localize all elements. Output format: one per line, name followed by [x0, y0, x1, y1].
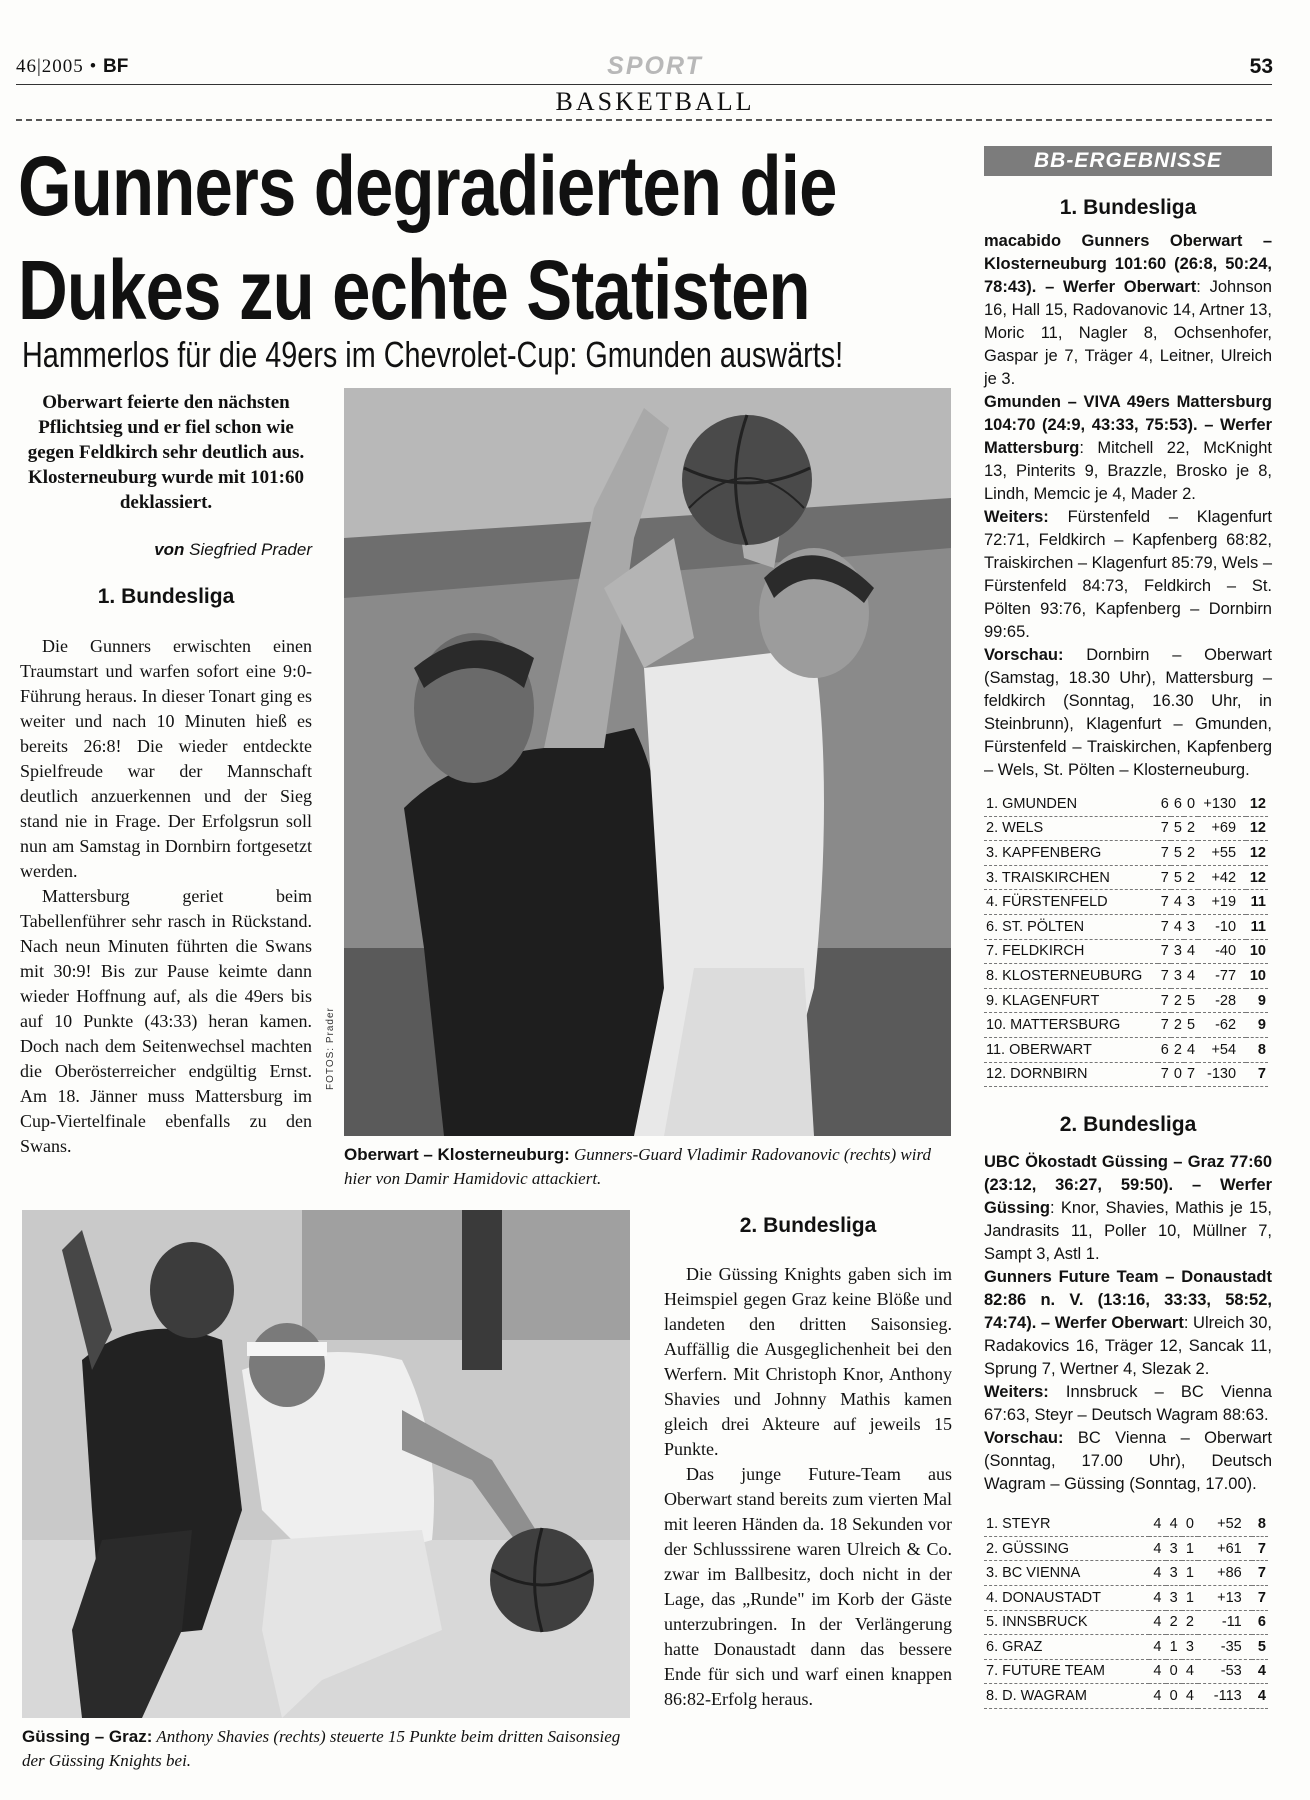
subheadline: Hammerlos für die 49ers im Chevrolet-Cup: Gmunden auswärts!	[22, 334, 844, 375]
headline-line-2: Dukes zu echte Statisten	[18, 243, 810, 337]
point-difference: +54	[1198, 1037, 1247, 1062]
team-name: 8. KLOSTERNEUBURG	[984, 964, 1158, 989]
points: 12	[1246, 841, 1268, 866]
photo-credit: FOTOS: Prader	[325, 1007, 336, 1090]
losses: 4	[1182, 1659, 1198, 1684]
points: 9	[1246, 988, 1268, 1013]
subsection-title: BASKETBALL	[555, 87, 755, 116]
standings-row	[984, 1013, 1268, 1038]
team-name: 7. FELDKIRCH	[984, 939, 1158, 964]
point-difference: -53	[1198, 1659, 1252, 1684]
games-played: 6	[1158, 792, 1171, 816]
points: 8	[1252, 1512, 1268, 1536]
team-name: 7. FUTURE TEAM	[984, 1659, 1149, 1684]
wins: 5	[1171, 816, 1184, 841]
losses: 1	[1182, 1585, 1198, 1610]
other-results-label: Weiters:	[984, 508, 1049, 526]
preview-text: BC Vienna – Oberwart (Sonntag, 17.00 Uhr), Deutsch Wagram – Güssing (Sonntag, 17.00).	[984, 1429, 1272, 1494]
team-name: 4. FÜRSTENFELD	[984, 890, 1158, 915]
standings-row	[984, 841, 1268, 866]
wins: 3	[1166, 1561, 1182, 1586]
point-difference: -130	[1198, 1062, 1247, 1087]
standings-row	[984, 865, 1268, 890]
standings-row	[984, 1635, 1268, 1660]
results-heading-bundesliga-2: 2. Bundesliga	[1059, 1113, 1197, 1137]
caption-label: Güssing – Graz:	[22, 1727, 153, 1746]
standings-row	[984, 1659, 1268, 1684]
game-scorers: : Johnson 16, Hall 15, Radovanovic 14, Artner 13, Moric 11, Nagler 8, Ochsenhofer, Gaspar je 7, Träger 4, Leitner, Ulreich je 3.	[984, 278, 1272, 388]
losses: 4	[1184, 964, 1197, 989]
basketball-players-illustration-2	[22, 1210, 630, 1718]
other-results-label: Weiters:	[984, 1383, 1049, 1402]
games-played: 7	[1158, 841, 1171, 866]
games-played: 7	[1158, 865, 1171, 890]
point-difference: +61	[1198, 1536, 1252, 1561]
points: 7	[1252, 1561, 1268, 1586]
point-difference: -11	[1198, 1610, 1252, 1635]
losses: 1	[1182, 1536, 1198, 1561]
wins: 2	[1171, 1013, 1184, 1038]
team-name: 5. INNSBRUCK	[984, 1610, 1149, 1635]
losses: 4	[1182, 1684, 1198, 1709]
photo-guessing-graz	[22, 1210, 630, 1718]
body-paragraph: Die Güssing Knights gaben sich im Heimspiel gegen Graz keine Blöße und landeten den dritten Saisonsieg. Auffällig die Ausgeglichenheit bei den Werfern. Mit Christoph Knor, Anthony Shavies und Johnny Mathis kamen gleich drei Akteure auf jeweils 15 Punkte.	[664, 1264, 952, 1459]
team-name: 8. D. WAGRAM	[984, 1684, 1149, 1709]
publication-name: BF	[102, 56, 129, 77]
standings-row	[984, 890, 1268, 915]
wins: 2	[1171, 1037, 1184, 1062]
point-difference: -40	[1198, 939, 1247, 964]
wins: 4	[1171, 890, 1184, 915]
body-paragraph: Das junge Future-Team aus Oberwart stand bereits zum vierten Mal mit leeren Händen da. 18 Sekunden vor der Schlusssirene waren Ulreich & Co. zwar im Ballbesitz, doch nicht in der Lage, das „Runde" im Korb der Gäste unterzubringen. In der Verlängerung hatte Donaustadt dann das bessere Ende für sich und warf einen knappen 86:82-Erfolg heraus.	[664, 1464, 952, 1709]
team-name: 2. WELS	[984, 816, 1158, 841]
losses: 2	[1184, 841, 1197, 866]
section-title: SPORT	[607, 52, 703, 80]
points: 7	[1252, 1585, 1268, 1610]
wins: 2	[1171, 988, 1184, 1013]
point-difference: -10	[1198, 914, 1247, 939]
standings-row	[984, 1037, 1268, 1062]
section-heading-bundesliga-2: 2. Bundesliga	[739, 1214, 877, 1237]
standings-row	[984, 1536, 1268, 1561]
standings-row	[984, 939, 1268, 964]
wins: 0	[1171, 1062, 1184, 1087]
point-difference: +19	[1198, 890, 1247, 915]
losses: 0	[1182, 1512, 1198, 1536]
standings-row	[984, 1062, 1268, 1087]
points: 6	[1252, 1610, 1268, 1635]
games-played: 4	[1149, 1684, 1165, 1709]
points: 7	[1252, 1536, 1268, 1561]
games-played: 6	[1158, 1037, 1171, 1062]
point-difference: +42	[1198, 865, 1247, 890]
photo-oberwart-klosterneuburg	[344, 388, 951, 1136]
losses: 1	[1182, 1561, 1198, 1586]
team-name: 2. GÜSSING	[984, 1536, 1149, 1561]
standings-row	[984, 816, 1268, 841]
standings-row	[984, 792, 1268, 816]
losses: 2	[1182, 1610, 1198, 1635]
point-difference: +130	[1198, 792, 1247, 816]
results-heading-bundesliga-1: 1. Bundesliga	[1059, 196, 1197, 219]
points: 8	[1246, 1037, 1268, 1062]
wins: 4	[1166, 1512, 1182, 1536]
body-paragraph: Die Gunners erwischten einen Traumstart und warfen sofort eine 9:0-Führung heraus. In dieser Tonart ging es weiter und nach 10 Minuten hieß es bereits 26:8! Die wieder entdeckte Spielfreude war der Mannschaft deutlich anzuerkennen und der Sieg stand nie in Frage. Der Erfolgsrun soll nun am Samstag in Dornbirn fortgesetzt werden.	[20, 636, 312, 881]
points: 11	[1246, 890, 1268, 915]
wins: 1	[1166, 1635, 1182, 1660]
wins: 3	[1171, 939, 1184, 964]
standings-table-bundesliga-2	[984, 1512, 1268, 1709]
standings-row	[984, 988, 1268, 1013]
losses: 3	[1184, 914, 1197, 939]
point-difference: -113	[1198, 1684, 1252, 1709]
games-played: 7	[1158, 964, 1171, 989]
points: 11	[1246, 914, 1268, 939]
game-result-bold: UBC Ökostadt Güssing – Graz 77:60 (23:12, 36:27, 59:50). – Werfer Güssing	[984, 1153, 1272, 1218]
game-result-bold: macabido Gunners Oberwart – Klosterneuburg 101:60 (26:8, 50:24, 78:43). – Werfer Oberwart	[984, 232, 1272, 296]
preview-label: Vorschau:	[984, 646, 1064, 664]
wins: 3	[1171, 964, 1184, 989]
wins: 4	[1171, 914, 1184, 939]
caption-text: Gunners-Guard Vladimir Radovanovic (rechts) wird hier von Damir Hamidovic attackiert.	[344, 1145, 931, 1188]
team-name: 3. BC VIENNA	[984, 1561, 1149, 1586]
caption-text: Anthony Shavies (rechts) steuerte 15 Punkte beim dritten Saisonsieg der Güssing Knights bei.	[22, 1727, 621, 1770]
team-name: 12. DORNBIRN	[984, 1062, 1158, 1087]
results-text-bundesliga-1	[984, 230, 1272, 782]
point-difference: +69	[1198, 816, 1247, 841]
wins: 5	[1171, 841, 1184, 866]
games-played: 4	[1149, 1635, 1165, 1660]
team-name: 3. TRAISKIRCHEN	[984, 865, 1158, 890]
points: 12	[1246, 792, 1268, 816]
body-paragraph: Mattersburg geriet beim Tabellenführer sehr rasch in Rückstand. Nach neun Minuten führten die Swans mit 30:9! Bis zur Pause keimte dann wieder Hoffnung auf, als die 49ers bis auf 10 Punkte (43:33) heran kamen. Doch nach dem Seitenwechsel machten die Oberösterreicher endgültig Ernst. Am 18. Jänner muss Mattersburg im Cup-Viertelfinale ebenfalls zu den Swans.	[20, 886, 312, 1156]
wins: 3	[1166, 1585, 1182, 1610]
points: 12	[1246, 865, 1268, 890]
point-difference: -77	[1198, 964, 1247, 989]
losses: 5	[1184, 1013, 1197, 1038]
losses: 0	[1184, 792, 1197, 816]
losses: 2	[1184, 816, 1197, 841]
games-played: 4	[1149, 1585, 1165, 1610]
wins: 3	[1166, 1536, 1182, 1561]
points: 4	[1252, 1684, 1268, 1709]
team-name: 1. GMUNDEN	[984, 792, 1158, 816]
games-played: 4	[1149, 1659, 1165, 1684]
point-difference: -35	[1198, 1635, 1252, 1660]
photo-caption-1	[344, 1143, 954, 1191]
losses: 4	[1184, 939, 1197, 964]
losses: 3	[1182, 1635, 1198, 1660]
headline-line-1: Gunners degradierten die	[18, 139, 837, 233]
byline-prefix: von	[154, 540, 185, 559]
games-played: 7	[1158, 939, 1171, 964]
points: 9	[1246, 1013, 1268, 1038]
games-played: 7	[1158, 988, 1171, 1013]
games-played: 4	[1149, 1561, 1165, 1586]
losses: 4	[1184, 1037, 1197, 1062]
standings-row	[984, 1585, 1268, 1610]
wins: 5	[1171, 865, 1184, 890]
team-name: 1. STEYR	[984, 1512, 1149, 1536]
team-name: 9. KLAGENFURT	[984, 988, 1158, 1013]
team-name: 4. DONAUSTADT	[984, 1585, 1149, 1610]
losses: 2	[1184, 865, 1197, 890]
losses: 7	[1184, 1062, 1197, 1087]
standings-row	[984, 964, 1268, 989]
byline	[20, 540, 312, 560]
standings-row	[984, 1684, 1268, 1709]
wins: 0	[1166, 1659, 1182, 1684]
points: 7	[1246, 1062, 1268, 1087]
game-scorers: : Ulreich 30, Radakovics 16, Träger 12, Sancak 11, Sprung 7, Wertner 4, Slezak 2.	[984, 1314, 1272, 1379]
game-scorers: : Knor, Shavies, Mathis je 15, Jandrasits 11, Poller 10, Müllner 7, Sampt 3, Astl 1.	[984, 1199, 1272, 1264]
basketball-players-illustration	[344, 388, 951, 1136]
points: 5	[1252, 1635, 1268, 1660]
results-sidebar	[984, 146, 1272, 1709]
game-result-bold: Gunners Future Team – Donaustadt 82:86 n. V. (13:16, 33:33, 58:52, 74:74). – Werfer Oberwart	[984, 1268, 1272, 1333]
point-difference: +86	[1198, 1561, 1252, 1586]
points: 12	[1246, 816, 1268, 841]
team-name: 11. OBERWART	[984, 1037, 1158, 1062]
standings-row	[984, 1610, 1268, 1635]
losses: 3	[1184, 890, 1197, 915]
games-played: 7	[1158, 914, 1171, 939]
points: 4	[1252, 1659, 1268, 1684]
games-played: 4	[1149, 1610, 1165, 1635]
games-played: 7	[1158, 890, 1171, 915]
standings-table-bundesliga-1	[984, 792, 1268, 1087]
team-name: 6. GRAZ	[984, 1635, 1149, 1660]
points: 10	[1246, 964, 1268, 989]
point-difference: +52	[1198, 1512, 1252, 1536]
points: 10	[1246, 939, 1268, 964]
losses: 5	[1184, 988, 1197, 1013]
point-difference: -62	[1198, 1013, 1247, 1038]
games-played: 4	[1149, 1512, 1165, 1536]
game-result-bold: Gmunden – VIVA 49ers Mattersburg 104:70 (24:9, 43:33, 75:53). – Werfer Mattersburg	[984, 393, 1272, 457]
standings-row	[984, 1561, 1268, 1586]
preview-text: Dornbirn – Oberwart (Samstag, 18.30 Uhr), Mattersburg – feldkirch (Sonntag, 16.30 Uhr, in Steinbrunn), Klagenfurt – Gmunden, Fürstenfeld – Traiskirchen, Kapfenberg – Wels, St. Pölten – Klosterneuburg.	[984, 646, 1272, 779]
team-name: 3. KAPFENBERG	[984, 841, 1158, 866]
bullet: •	[89, 56, 98, 77]
point-difference: +13	[1198, 1585, 1252, 1610]
lead-paragraph: Oberwart feierte den nächsten Pflichtsieg und er fiel schon wie gegen Feldkirch sehr deutlich aus. Klosterneuburg wurde mit 101:60 deklassiert.	[27, 392, 305, 513]
wins: 6	[1171, 792, 1184, 816]
other-results: Innsbruck – BC Vienna 67:63, Steyr – Deutsch Wagram 88:63.	[984, 1383, 1272, 1425]
games-played: 7	[1158, 816, 1171, 841]
standings-row	[984, 914, 1268, 939]
point-difference: -28	[1198, 988, 1247, 1013]
article-body-2	[664, 1262, 952, 1712]
team-name: 6. ST. PÖLTEN	[984, 914, 1158, 939]
results-text-bundesliga-2	[984, 1151, 1272, 1496]
results-banner: BB-ERGEBNISSE	[984, 146, 1272, 176]
team-name: 10. MATTERSBURG	[984, 1013, 1158, 1038]
games-played: 4	[1149, 1536, 1165, 1561]
games-played: 7	[1158, 1013, 1171, 1038]
wins: 0	[1166, 1684, 1182, 1709]
page-number: 53	[1249, 55, 1273, 78]
point-difference: +55	[1198, 841, 1247, 866]
games-played: 7	[1158, 1062, 1171, 1087]
article-body-1	[20, 634, 312, 1159]
game-scorers: : Mitchell 22, McKnight 13, Pinterits 9, Brazzle, Brosko je 8, Lindh, Memcic je 4, Mader 2.	[984, 439, 1272, 503]
other-results: Fürstenfeld – Klagenfurt 72:71, Feldkirch – Kapfenberg 68:82, Traiskirchen – Klagenfurt 85:79, Wels – Fürstenfeld 84:73, Feldkirch – St. Pölten 93:76, Kapfenberg – Dornbirn 99:65.	[984, 508, 1272, 641]
headline	[18, 134, 837, 342]
caption-label: Oberwart – Klosterneuburg:	[344, 1145, 570, 1164]
section-heading-bundesliga-1: 1. Bundesliga	[97, 585, 235, 608]
photo-caption-2	[22, 1725, 632, 1773]
header-dashed-rule	[16, 119, 1272, 121]
issue-label: 46|2005	[16, 56, 84, 77]
header-rule	[16, 84, 1272, 85]
wins: 2	[1166, 1610, 1182, 1635]
standings-row	[984, 1512, 1268, 1536]
byline-author: Siegfried Prader	[189, 540, 312, 559]
preview-label: Vorschau:	[984, 1429, 1064, 1448]
